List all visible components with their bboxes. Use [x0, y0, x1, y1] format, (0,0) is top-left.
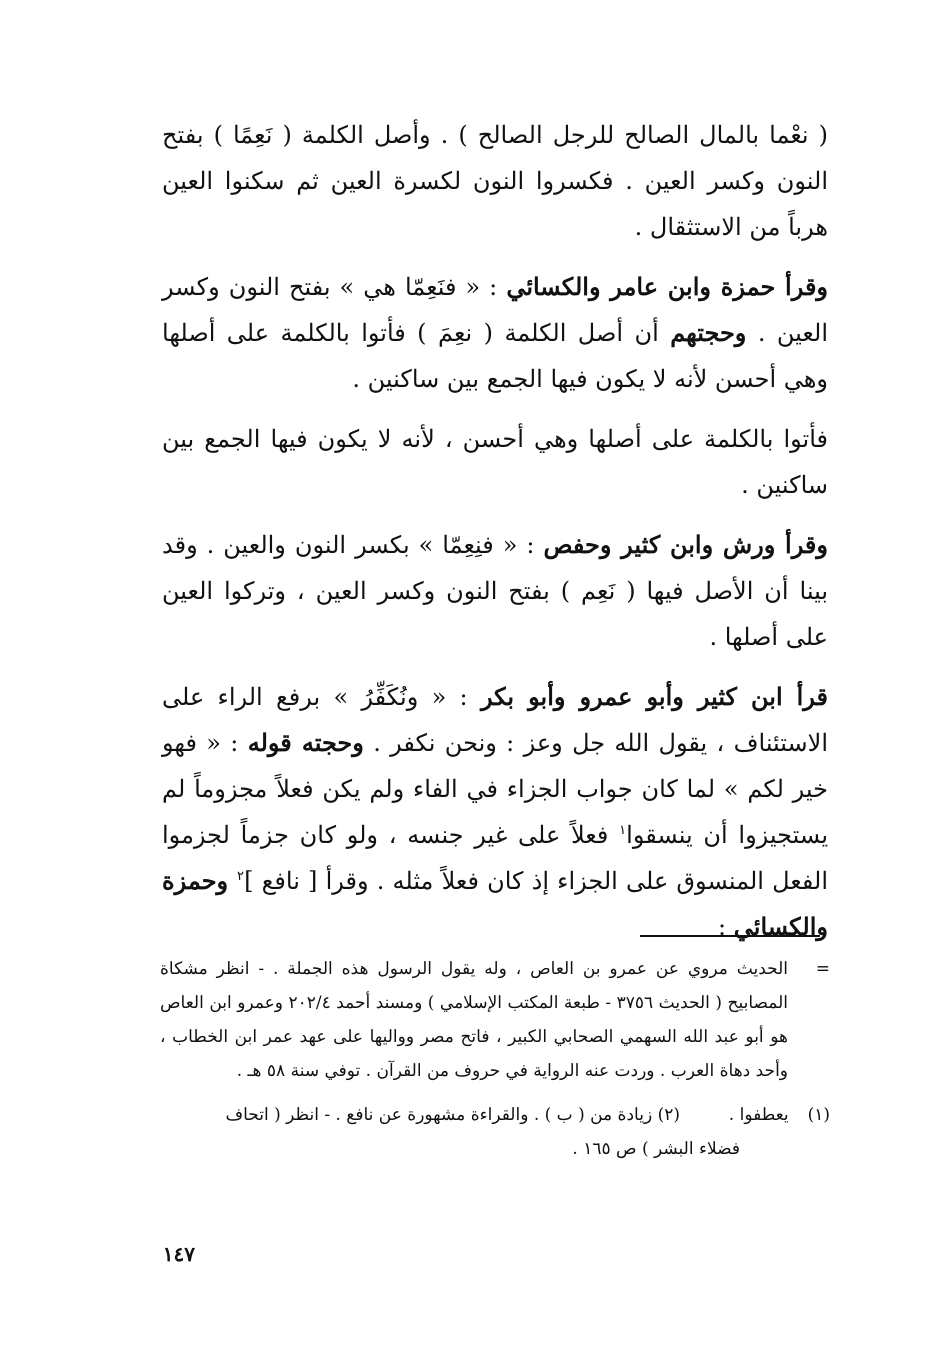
footnote-2-continuation	[160, 1132, 830, 1166]
paragraph-2-text: : « فنَعِمّا هي » بفتح النون وكسر العين .	[162, 273, 828, 347]
argument-label: وحجته قوله	[247, 728, 364, 757]
paragraph-1	[162, 112, 828, 250]
footnote-1-number: (١)	[807, 1105, 830, 1125]
footnote-ref-1[interactable]: ١	[619, 823, 627, 838]
footnote-2-text: زيادة من ( ب ) . والقراءة مشهورة عن نافع . - انظر ( اتحاف	[225, 1105, 653, 1125]
footnote-ref-2[interactable]: ٢	[237, 869, 245, 884]
footnote-line	[160, 1098, 830, 1132]
page-number: ١٤٧	[162, 1242, 195, 1266]
paragraph-4-text: : « فنِعِمّا » بكسر النون والعين . وقد بينا أن الأصل فيها ( نَعِم ) بفتح النون وكسر العين ، وتركوا العين على أصلها .	[162, 531, 828, 651]
continuation-marker: =	[815, 959, 830, 979]
footnotes	[160, 952, 830, 1166]
footnote-1-text: يعطفوا .	[728, 1105, 789, 1125]
paragraph-3-text: فأتوا بالكلمة على أصلها وهي أحسن ، لأنه لا يكون فيها الجمع بين ساكنين .	[162, 425, 828, 499]
footnote-2-number: (٢)	[657, 1105, 680, 1125]
paragraph-5	[162, 674, 828, 950]
footnote-continuation	[160, 952, 830, 1088]
paragraph-4	[162, 522, 828, 660]
paragraph-5-text: : « ونُكَفِّرُ » برفع الراء على الاستئناف ، يقول الله جل وعز : ونحن نكفر .	[162, 683, 829, 757]
readers-label: وقرأ ورش وابن كثير وحفص	[543, 530, 828, 559]
footnote-2-text-cont: فضلاء البشر ) ص ١٦٥ .	[572, 1139, 740, 1159]
argument-label: وحجتهم	[670, 318, 747, 347]
paragraph-5-text-end: :	[718, 913, 734, 941]
readers-label: وحمزة والكسائي	[162, 866, 828, 941]
readers-label: قرأ ابن كثير وأبو عمرو وأبو بكر	[480, 682, 828, 711]
readers-label: وقرأ حمزة وابن عامر والكسائي	[506, 272, 829, 301]
main-text	[162, 112, 828, 950]
paragraph-5-text-cont2: فعلاً على غير جنسه ، ولو كان جزماً لجزموا الفعل المنسوق على الجزاء إذ كان فعلاً مثله . وقرأ [ نافع ]	[162, 821, 828, 895]
footnote-continuation-text: الحديث مروي عن عمرو بن العاص ، وله يقول الرسول هذه الجملة . - انظر مشكاة المصابيح ( الحديث ٣٧٥٦ - طبعة المكتب الإسلامي ) ومسند أحمد ٢٠٢/٤ وعمرو ابن العاص هو أبو عبد الله السهمي الصحابي الكبير ، فاتح مصر وواليها على عهد عمر ابن الخطاب ، وأحد دهاة العرب . وردت عنه الرواية في حروف من القرآن . توفي سنة ٥٨ هـ .	[160, 959, 789, 1081]
paragraph-2-text-cont: أن أصل الكلمة ( نعِمَ ) فأتوا بالكلمة على أصلها وهي أحسن لأنه لا يكون فيها الجمع بين ساكنين .	[162, 319, 828, 393]
paragraph-2	[162, 264, 828, 402]
paragraph-5-text-cont: : « فهو خير لكم » لما كان جواب الجزاء في الفاء ولم يكن فعلاً مجزوماً لم يستجيزوا أن ينسقوا	[162, 729, 828, 849]
paragraph-1-text: ( نعْما بالمال الصالح للرجل الصالح ) . وأصل الكلمة ( نَعِمًا ) بفتح النون وكسر العين . فكسروا النون لكسرة العين ثم سكنوا العين هرباً من الاستثقال .	[162, 121, 828, 241]
footnote-separator	[640, 935, 820, 937]
paragraph-3	[162, 416, 828, 508]
